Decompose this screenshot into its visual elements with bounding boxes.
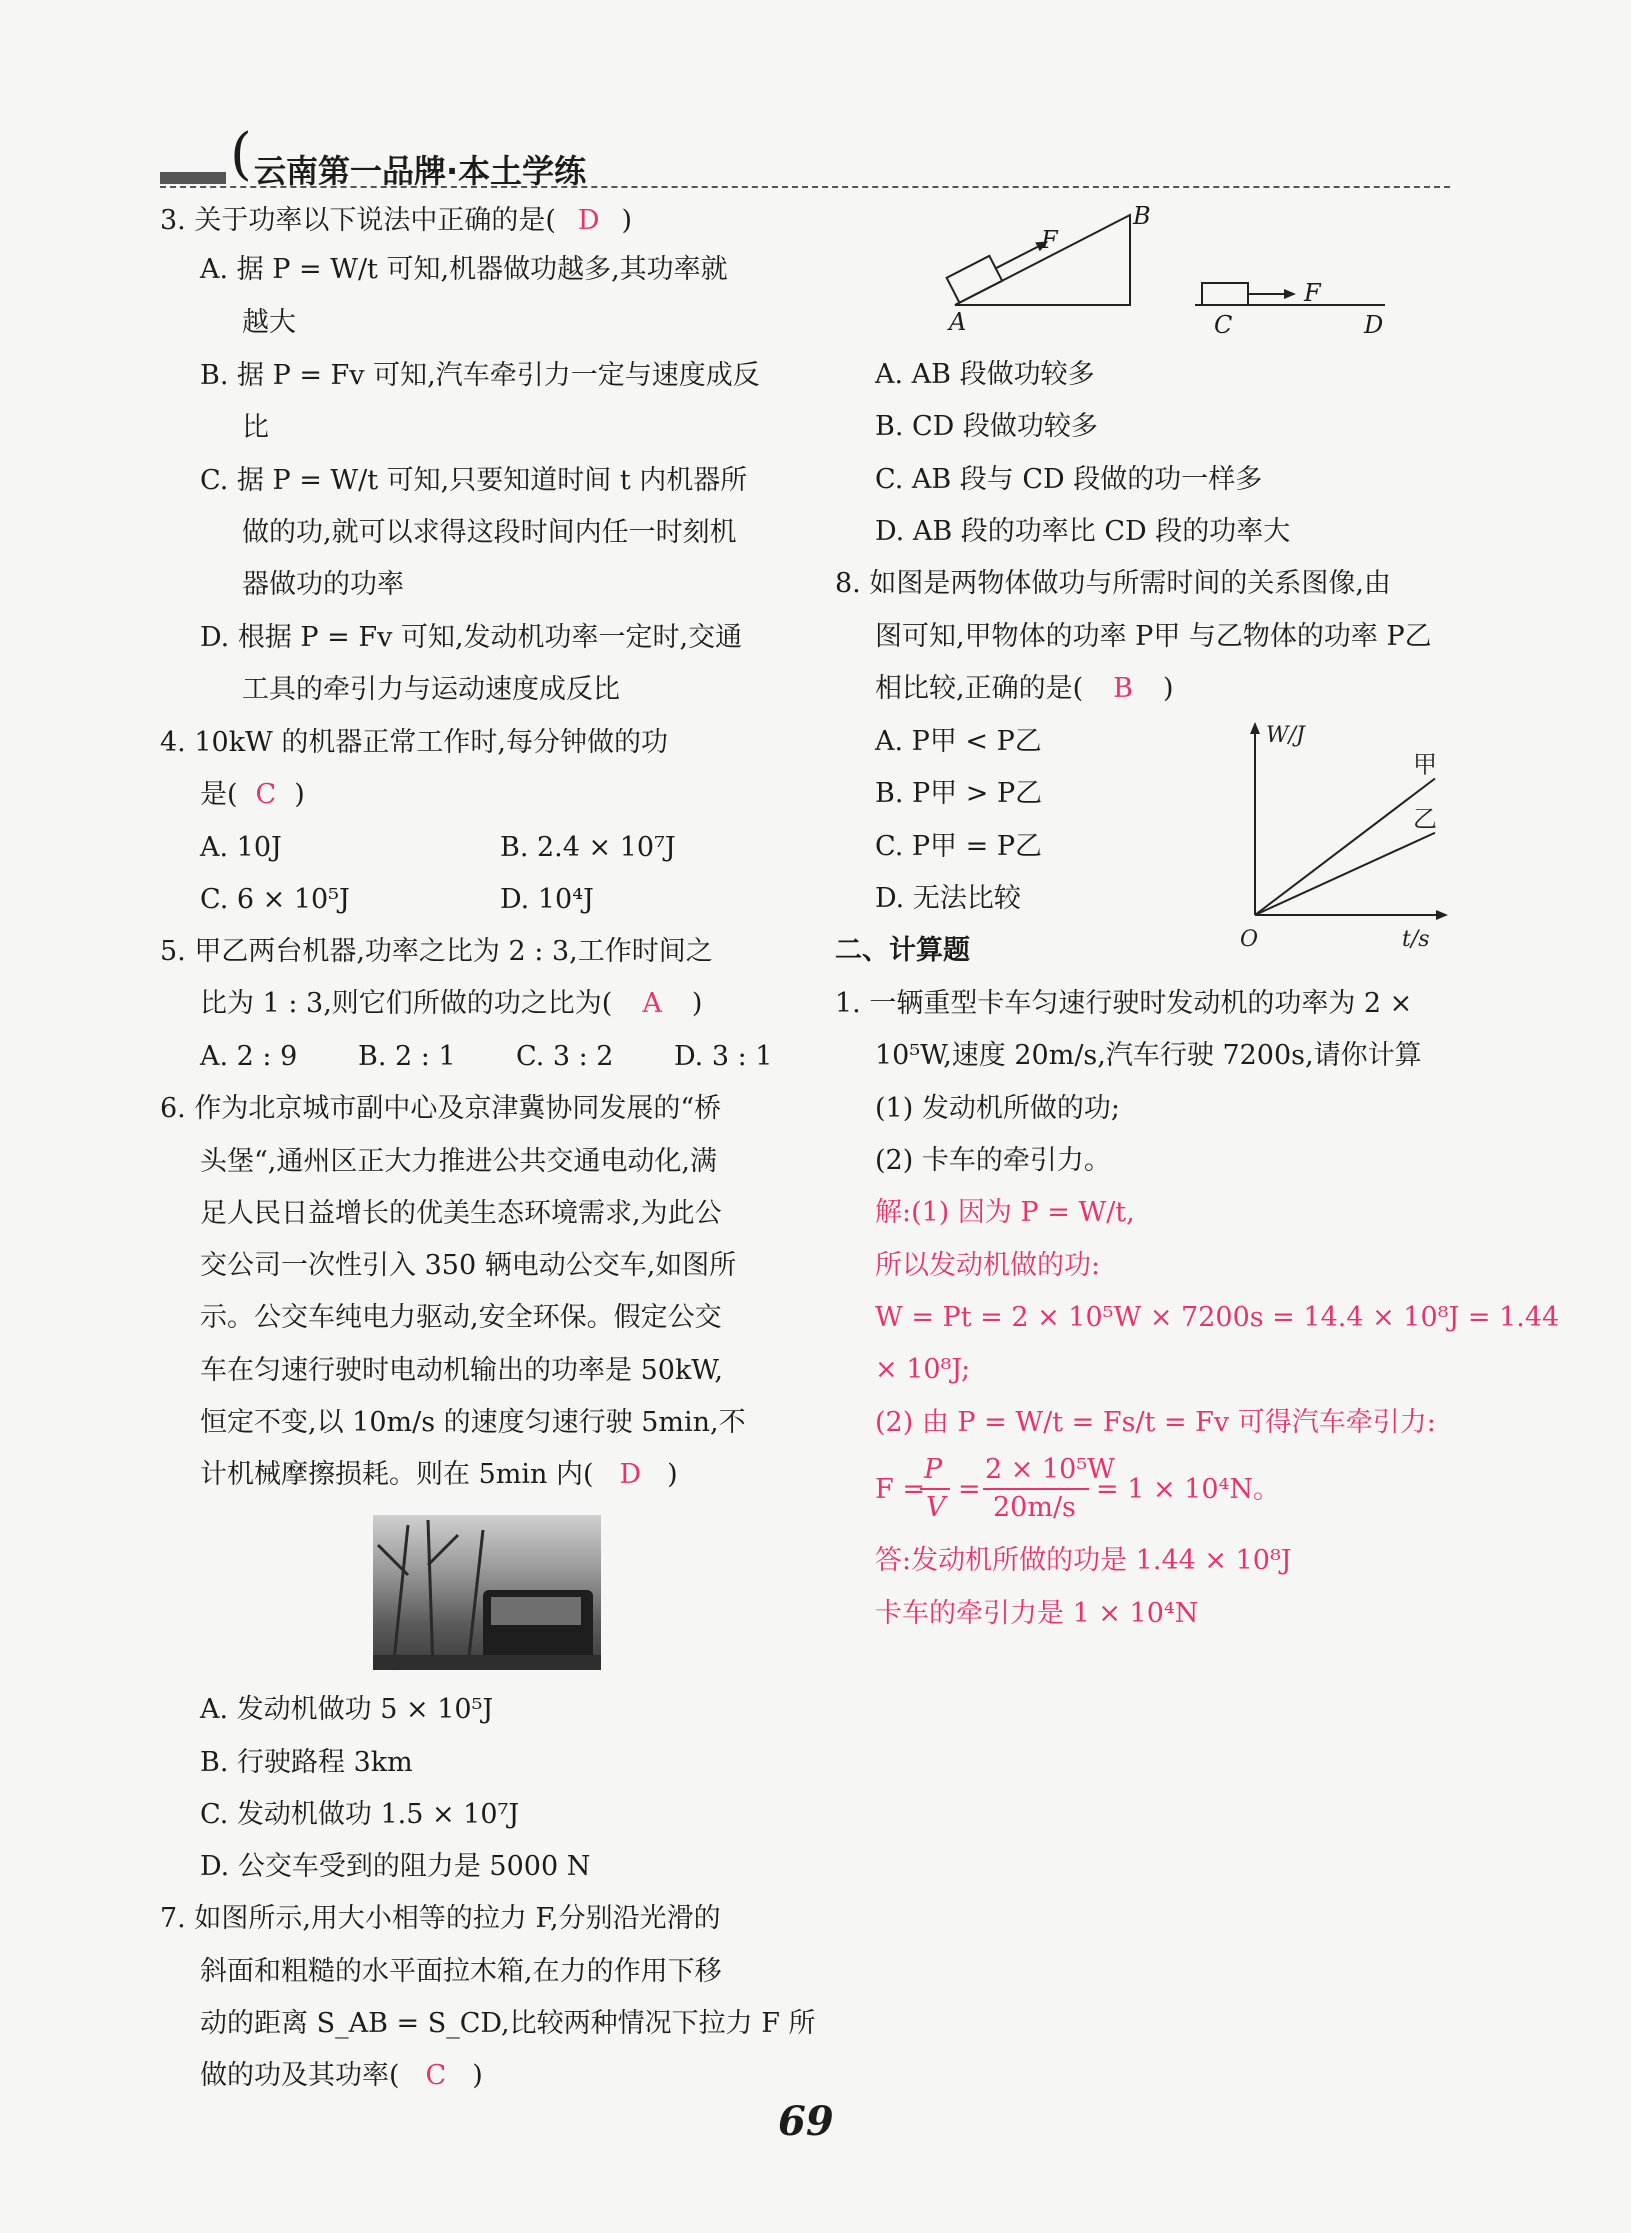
q6-option-b: B. 行驶路程 3km bbox=[200, 1747, 413, 1778]
solution-line1: 解:(1) 因为 P = W/t, bbox=[875, 1197, 1135, 1228]
calc-line2: 10⁵W,速度 20m/s,汽车行驶 7200s,请你计算 bbox=[875, 1040, 1422, 1071]
q8-option-c: C. P甲 = P乙 bbox=[875, 831, 1042, 862]
q6-option-d: D. 公交车受到的阻力是 5000 N bbox=[200, 1851, 591, 1882]
q6-line6: 车在匀速行驶时电动机输出的功率是 50kW, bbox=[200, 1355, 723, 1386]
q3-option-c-cont2: 器做功的功率 bbox=[242, 569, 404, 600]
q7-fig-label-d: D bbox=[1364, 311, 1384, 339]
q3-option-a-cont: 越大 bbox=[242, 307, 296, 338]
q5-option-d: D. 3 : 1 bbox=[674, 1041, 773, 1072]
q8-work-time-chart bbox=[1240, 720, 1460, 952]
q4-answer: C bbox=[255, 779, 277, 810]
solution-line4: × 10⁸J; bbox=[875, 1354, 971, 1385]
x-axis-label: t/s bbox=[1402, 927, 1430, 952]
q5-option-b: B. 2 : 1 bbox=[358, 1041, 456, 1072]
header-divider bbox=[160, 186, 1450, 188]
q3-option-b-cont: 比 bbox=[242, 412, 269, 443]
q6-line7: 恒定不变,以 10m/s 的速度匀速行驶 5min,不 bbox=[200, 1407, 746, 1438]
formula-rhs: = 1 × 10⁴N。 bbox=[1096, 1474, 1280, 1505]
q7-fig-label-a: A bbox=[949, 308, 967, 336]
q6-line5: 示。公交车纯电力驱动,安全环保。假定公交 bbox=[200, 1302, 722, 1333]
q7-line3: 动的距离 S_AB = S_CD,比较两种情况下拉力 F 所 bbox=[200, 2008, 816, 2039]
series-label-1: 乙 bbox=[1413, 804, 1437, 833]
bus-photo bbox=[373, 1515, 601, 1670]
q5-stem-cont: 比为 1 : 3,则它们所做的功之比为( A ) bbox=[200, 988, 703, 1019]
formula-equals: = bbox=[958, 1474, 981, 1505]
box-on-incline bbox=[947, 229, 1055, 303]
q4-option-d: D. 10⁴J bbox=[500, 884, 594, 915]
box-on-ground bbox=[1202, 283, 1248, 305]
q5-option-c: C. 3 : 2 bbox=[516, 1041, 614, 1072]
answer-line1: 答:发动机所做的功是 1.44 × 10⁸J bbox=[875, 1545, 1292, 1576]
q6-line4: 交公司一次性引入 350 辆电动公交车,如图所 bbox=[200, 1250, 737, 1281]
q6-option-c: C. 发动机做功 1.5 × 10⁷J bbox=[200, 1799, 520, 1830]
q7-line4: 做的功及其功率( C ) bbox=[200, 2060, 483, 2091]
q4-option-a: A. 10J bbox=[200, 832, 282, 863]
y-axis-label: W/J bbox=[1266, 723, 1305, 748]
formula-lhs: F = bbox=[875, 1474, 925, 1505]
series-line-1 bbox=[1255, 833, 1435, 915]
header-brace: ( bbox=[230, 122, 252, 187]
q3-option-c-cont1: 做的功,就可以求得这段时间内任一时刻机 bbox=[242, 517, 737, 548]
q5-stem: 5. 甲乙两台机器,功率之比为 2 : 3,工作时间之 bbox=[160, 936, 713, 967]
q7-fig-label-f2: F bbox=[1304, 279, 1321, 307]
y-axis-arrow bbox=[1250, 722, 1260, 734]
q7-fig-label-f1: F bbox=[1041, 226, 1058, 254]
q3-option-a: A. 据 P = W/t 可知,机器做功越多,其功率就 bbox=[200, 254, 728, 285]
x-axis-arrow bbox=[1436, 910, 1448, 920]
bus-photo-art bbox=[373, 1515, 601, 1670]
q7-option-a: A. AB 段做功较多 bbox=[875, 359, 1095, 390]
q3-option-d-cont: 工具的牵引力与运动速度成反比 bbox=[242, 674, 620, 705]
q8-option-d: D. 无法比较 bbox=[875, 883, 1021, 914]
q6-line8: 计机械摩擦损耗。则在 5min 内( D ) bbox=[200, 1459, 678, 1490]
q4-option-c: C. 6 × 10⁵J bbox=[200, 884, 350, 915]
q3-option-c: C. 据 P = W/t 可知,只要知道时间 t 内机器所 bbox=[200, 465, 748, 496]
q7-fig-label-b: B bbox=[1133, 202, 1151, 230]
solution-line3: W = Pt = 2 × 10⁵W × 7200s = 14.4 × 10⁸J = 1.44 bbox=[875, 1302, 1560, 1333]
q7-option-d: D. AB 段的功率比 CD 段的功率大 bbox=[875, 516, 1291, 547]
q8-option-b: B. P甲 > P乙 bbox=[875, 778, 1043, 809]
header-bar bbox=[160, 172, 226, 184]
q8-answer: B bbox=[1113, 673, 1133, 704]
calc-line1: 1. 一辆重型卡车匀速行驶时发动机的功率为 2 × bbox=[835, 988, 1413, 1019]
series-label-0: 甲 bbox=[1413, 750, 1437, 779]
q7-option-c: C. AB 段与 CD 段做的功一样多 bbox=[875, 464, 1263, 495]
fraction1-denominator: V bbox=[926, 1492, 946, 1523]
q7-figure bbox=[940, 205, 1420, 335]
q8-option-a: A. P甲 < P乙 bbox=[875, 726, 1042, 757]
q8-line3: 相比较,正确的是( B ) bbox=[875, 673, 1174, 704]
page-number: 69 bbox=[778, 2098, 834, 2145]
answer-line2: 卡车的牵引力是 1 × 10⁴N bbox=[875, 1598, 1199, 1629]
q6-answer: D bbox=[619, 1459, 642, 1490]
q8-line1: 8. 如图是两物体做功与所需时间的关系图像,由 bbox=[835, 568, 1391, 599]
section-title-calc: 二、计算题 bbox=[835, 935, 970, 966]
calc-line4: (2) 卡车的牵引力。 bbox=[875, 1145, 1111, 1176]
q5-answer: A bbox=[642, 988, 662, 1019]
q6-line3: 足人民日益增长的优美生态环境需求,为此公 bbox=[200, 1198, 722, 1229]
q8-line2: 图可知,甲物体的功率 P甲 与乙物体的功率 P乙 bbox=[875, 621, 1432, 652]
q7-answer: C bbox=[425, 2060, 447, 2091]
q4-option-b: B. 2.4 × 10⁷J bbox=[500, 832, 676, 863]
solution-line2: 所以发动机做的功: bbox=[875, 1250, 1101, 1281]
q5-option-a: A. 2 : 9 bbox=[200, 1041, 298, 1072]
q7-line2: 斜面和粗糙的水平面拉木箱,在力的作用下移 bbox=[200, 1956, 722, 1987]
q3-option-b: B. 据 P = Fv 可知,汽车牵引力一定与速度成反 bbox=[200, 360, 760, 391]
q6-line1: 6. 作为北京城市副中心及京津冀协同发展的“桥 bbox=[160, 1093, 722, 1124]
q7-option-b: B. CD 段做功较多 bbox=[875, 411, 1098, 442]
q3-option-d: D. 根据 P = Fv 可知,发动机功率一定时,交通 bbox=[200, 622, 743, 653]
header-title: 云南第一品牌·本土学练 bbox=[254, 152, 587, 190]
q6-line2: 头堡“,通州区正大力推进公共交通电动化,满 bbox=[200, 1146, 717, 1177]
calc-line3: (1) 发动机所做的功; bbox=[875, 1093, 1120, 1124]
q4-stem: 4. 10kW 的机器正常工作时,每分钟做的功 bbox=[160, 727, 668, 758]
fraction2-denominator: 20m/s bbox=[993, 1492, 1076, 1523]
q4-stem-cont: 是( C ) bbox=[200, 779, 305, 810]
series-line-0 bbox=[1255, 779, 1435, 916]
q3-stem: 3. 关于功率以下说法中正确的是( D ) bbox=[160, 205, 633, 236]
origin-label: O bbox=[1240, 927, 1259, 952]
fraction2-numerator: 2 × 10⁵W bbox=[985, 1454, 1115, 1485]
q7-fig-label-c: C bbox=[1214, 311, 1233, 339]
solution-line5: (2) 由 P = W/t = Fs/t = Fv 可得汽车牵引力: bbox=[875, 1407, 1436, 1438]
q3-answer: D bbox=[577, 205, 600, 236]
fraction1-numerator: P bbox=[924, 1454, 943, 1485]
q7-line1: 7. 如图所示,用大小相等的拉力 F,分别沿光滑的 bbox=[160, 1903, 721, 1934]
q6-option-a: A. 发动机做功 5 × 10⁵J bbox=[200, 1694, 494, 1725]
